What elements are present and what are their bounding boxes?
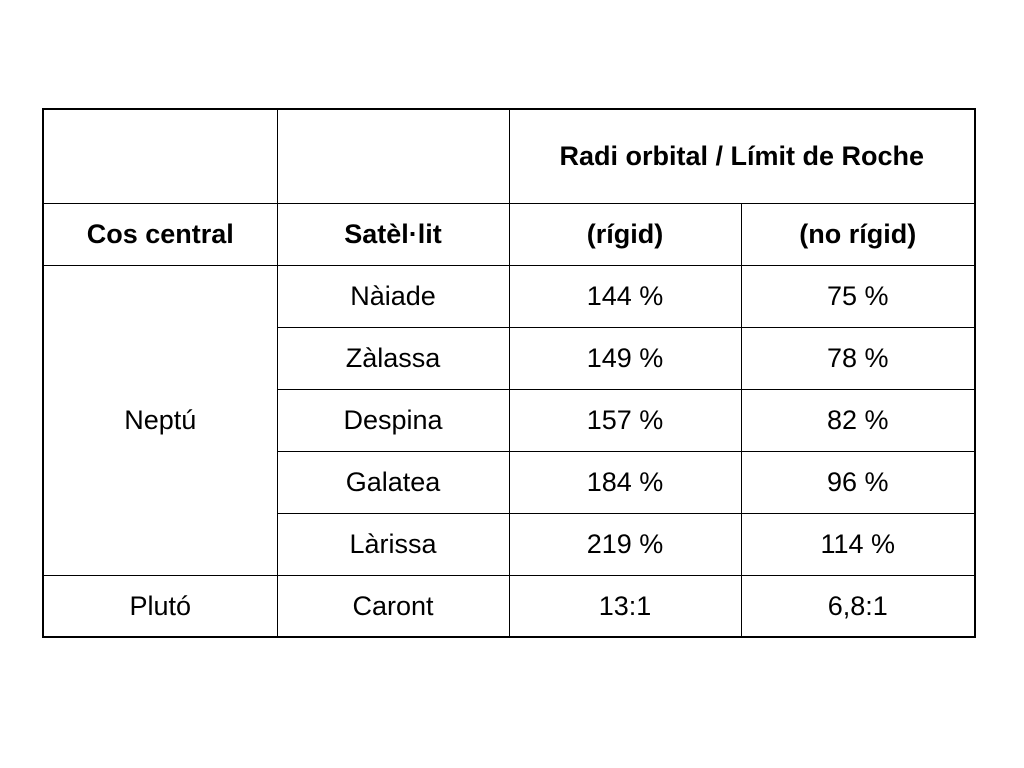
rigid-cell: 149 % xyxy=(509,327,741,389)
satellite-cell: Despina xyxy=(277,389,509,451)
rigid-cell: 157 % xyxy=(509,389,741,451)
satellite-cell: Làrissa xyxy=(277,513,509,575)
header-satellite: Satèl·lit xyxy=(277,203,509,265)
non-rigid-cell: 75 % xyxy=(741,265,975,327)
header-central-body: Cos central xyxy=(43,203,277,265)
header-non-rigid: (no rígid) xyxy=(741,203,975,265)
header-group-cell: Radi orbital / Límit de Roche xyxy=(509,109,975,203)
non-rigid-cell: 82 % xyxy=(741,389,975,451)
non-rigid-cell: 96 % xyxy=(741,451,975,513)
header-row xyxy=(43,203,975,265)
non-rigid-cell: 78 % xyxy=(741,327,975,389)
header-empty-cell xyxy=(43,109,277,203)
satellite-cell: Zàlassa xyxy=(277,327,509,389)
satellite-cell: Galatea xyxy=(277,451,509,513)
rigid-cell: 144 % xyxy=(509,265,741,327)
rigid-cell: 13:1 xyxy=(509,575,741,637)
rigid-cell: 184 % xyxy=(509,451,741,513)
central-body-cell: Neptú xyxy=(43,265,277,575)
table-row xyxy=(43,575,975,637)
satellite-cell: Nàiade xyxy=(277,265,509,327)
non-rigid-cell: 114 % xyxy=(741,513,975,575)
rigid-cell: 219 % xyxy=(509,513,741,575)
roche-limit-table xyxy=(42,108,976,638)
table-row xyxy=(43,265,975,327)
satellite-cell: Caront xyxy=(277,575,509,637)
central-body-cell: Plutó xyxy=(43,575,277,637)
header-row-top xyxy=(43,109,975,203)
non-rigid-cell: 6,8:1 xyxy=(741,575,975,637)
header-empty-cell xyxy=(277,109,509,203)
header-rigid: (rígid) xyxy=(509,203,741,265)
